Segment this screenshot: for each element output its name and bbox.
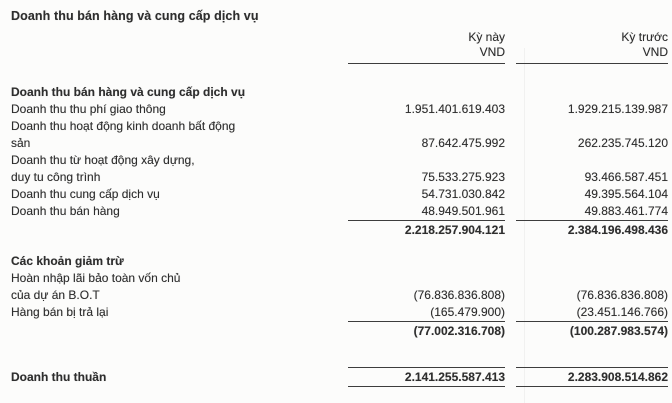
subtotal-row xyxy=(11,321,668,340)
row-label-line1: Doanh thu hoạt động kinh doanh bất động xyxy=(11,119,236,133)
column-current-unit-label: VND xyxy=(479,45,505,59)
subtotal-value-current: (77.002.316.708) xyxy=(348,321,505,340)
row-value-current: 87.642.475.992 xyxy=(421,136,505,150)
column-prior-unit-label: VND xyxy=(642,45,668,59)
row-label-line2: sản xyxy=(11,136,31,150)
row-value-current: 75.533.275.923 xyxy=(421,170,505,184)
row-value-prior: 262.235.745.120 xyxy=(577,136,668,150)
column-prior-period-label: Kỳ trước xyxy=(621,30,668,44)
row-value-prior: 49.883.461.774 xyxy=(584,204,668,218)
row-label-line1: Doanh thu từ hoạt động xây dựng, xyxy=(11,153,195,167)
row-value-current: 54.731.030.842 xyxy=(421,187,505,201)
column-header-current xyxy=(348,30,505,64)
subtotal-value-prior: (100.287.983.574) xyxy=(516,321,668,340)
row-label-line1: Hoàn nhập lãi bảo toàn vốn chủ xyxy=(11,271,181,285)
table-row xyxy=(11,270,668,304)
net-revenue-label: Doanh thu thuần xyxy=(11,370,107,384)
section-header-label: Doanh thu bán hàng và cung cấp dịch vụ xyxy=(11,85,246,99)
row-value-current: 1.951.401.619.403 xyxy=(404,102,505,116)
subtotal-value-prior: 2.384.196.498.436 xyxy=(516,220,668,239)
row-value-current: (165.479.900) xyxy=(430,305,505,319)
column-header-prior xyxy=(516,30,668,64)
section-header-row xyxy=(11,84,668,101)
section-header-label: Các khoản giảm trừ xyxy=(11,254,124,268)
row-value-prior: 93.466.587.451 xyxy=(584,170,668,184)
column-header-spacer xyxy=(11,30,348,64)
section-header-row xyxy=(11,253,668,270)
page-title: Doanh thu bán hàng và cung cấp dịch vụ xyxy=(11,9,259,23)
table-row xyxy=(11,186,668,203)
row-label xyxy=(11,118,348,152)
table-row xyxy=(11,152,668,186)
table-row xyxy=(11,118,668,152)
row-label: Doanh thu thu phí giao thông xyxy=(11,102,166,116)
row-label-line2: duy tu công trình xyxy=(11,170,101,184)
table-row xyxy=(11,203,668,220)
subtotal-row xyxy=(11,220,668,239)
net-revenue-value-prior: 2.283.908.514.862 xyxy=(516,367,668,387)
row-label: Doanh thu bán hàng xyxy=(11,204,120,218)
scan-artifact-line xyxy=(524,48,525,403)
table-row xyxy=(11,304,668,321)
row-value-current: 48.949.501.961 xyxy=(421,204,505,218)
column-headers xyxy=(11,30,668,64)
table-body xyxy=(11,84,668,387)
row-label: Hàng bán bị trả lại xyxy=(11,305,109,319)
row-label xyxy=(11,270,348,304)
row-value-prior: (76.836.836.808) xyxy=(576,288,668,302)
subtotal-value-current: 2.218.257.904.121 xyxy=(348,220,505,239)
row-label-line2: của dự án B.O.T xyxy=(11,288,100,302)
row-value-current: (76.836.836.808) xyxy=(413,288,505,302)
row-value-prior: 1.929.215.139.987 xyxy=(567,102,668,116)
column-current-period-label: Kỳ này xyxy=(468,30,505,44)
row-label: Doanh thu cung cấp dịch vụ xyxy=(11,187,160,201)
net-revenue-row xyxy=(11,367,668,387)
table-row xyxy=(11,101,668,118)
row-value-prior: (23.451.146.766) xyxy=(576,305,668,319)
row-label xyxy=(11,152,348,186)
row-value-prior: 49.395.564.104 xyxy=(584,187,668,201)
net-revenue-value-current: 2.141.255.587.413 xyxy=(348,367,505,387)
